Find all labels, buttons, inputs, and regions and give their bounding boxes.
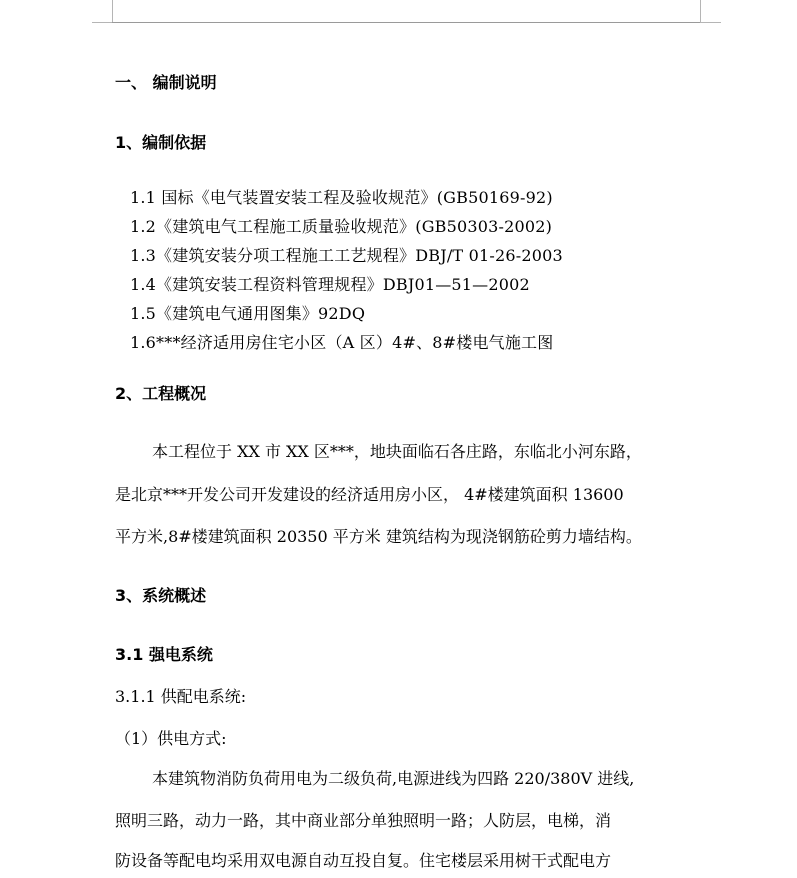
basis-item-5: 1.5《建筑电气通用图集》92DQ xyxy=(130,304,366,323)
overview-line-2: 是北京***开发公司开发建设的经济适用房小区， 4#楼建筑面积 13600 xyxy=(115,485,624,504)
heading-overview: 2、工程概况 xyxy=(115,384,207,403)
heading-supply-method: （1）供电方式: xyxy=(115,729,227,748)
heading-basis: 1、编制依据 xyxy=(115,133,207,152)
section-heading-1: 一、 编制说明 xyxy=(115,73,217,92)
heading-system: 3、系统概述 xyxy=(115,586,207,605)
overview-line-3: 平方米,8#楼建筑面积 20350 平方米 建筑结构为现浇钢筋砼剪力墙结构。 xyxy=(115,527,642,546)
heading-power-distribution: 3.1.1 供配电系统: xyxy=(115,687,247,706)
heading-strong-current: 3.1 强电系统 xyxy=(115,645,213,664)
basis-item-1: 1.1 国标《电气装置安装工程及验收规范》(GB50169-92) xyxy=(130,188,553,207)
basis-item-3: 1.3《建筑安装分项工程施工工艺规程》DBJ/T 01-26-2003 xyxy=(130,246,563,265)
system-line-2: 照明三路，动力一路，其中商业部分单独照明一路；人防层，电梯，消 xyxy=(115,811,612,830)
basis-item-2: 1.2《建筑电气工程施工质量验收规范》(GB50303-2002) xyxy=(130,217,553,236)
system-line-1: 本建筑物消防负荷用电为二级负荷,电源进线为四路 220/380V 进线, xyxy=(152,769,635,788)
basis-item-4: 1.4《建筑安装工程资料管理规程》DBJ01—51—2002 xyxy=(130,275,530,294)
system-line-3: 防设备等配电均采用双电源自动互投自复。住宅楼层采用树干式配电方 xyxy=(115,851,612,870)
overview-line-1: 本工程位于 XX 市 XX 区***，地块面临石各庄路，东临北小河东路， xyxy=(152,442,642,461)
basis-item-6: 1.6***经济适用房住宅小区（A 区）4#、8#楼电气施工图 xyxy=(130,333,554,352)
